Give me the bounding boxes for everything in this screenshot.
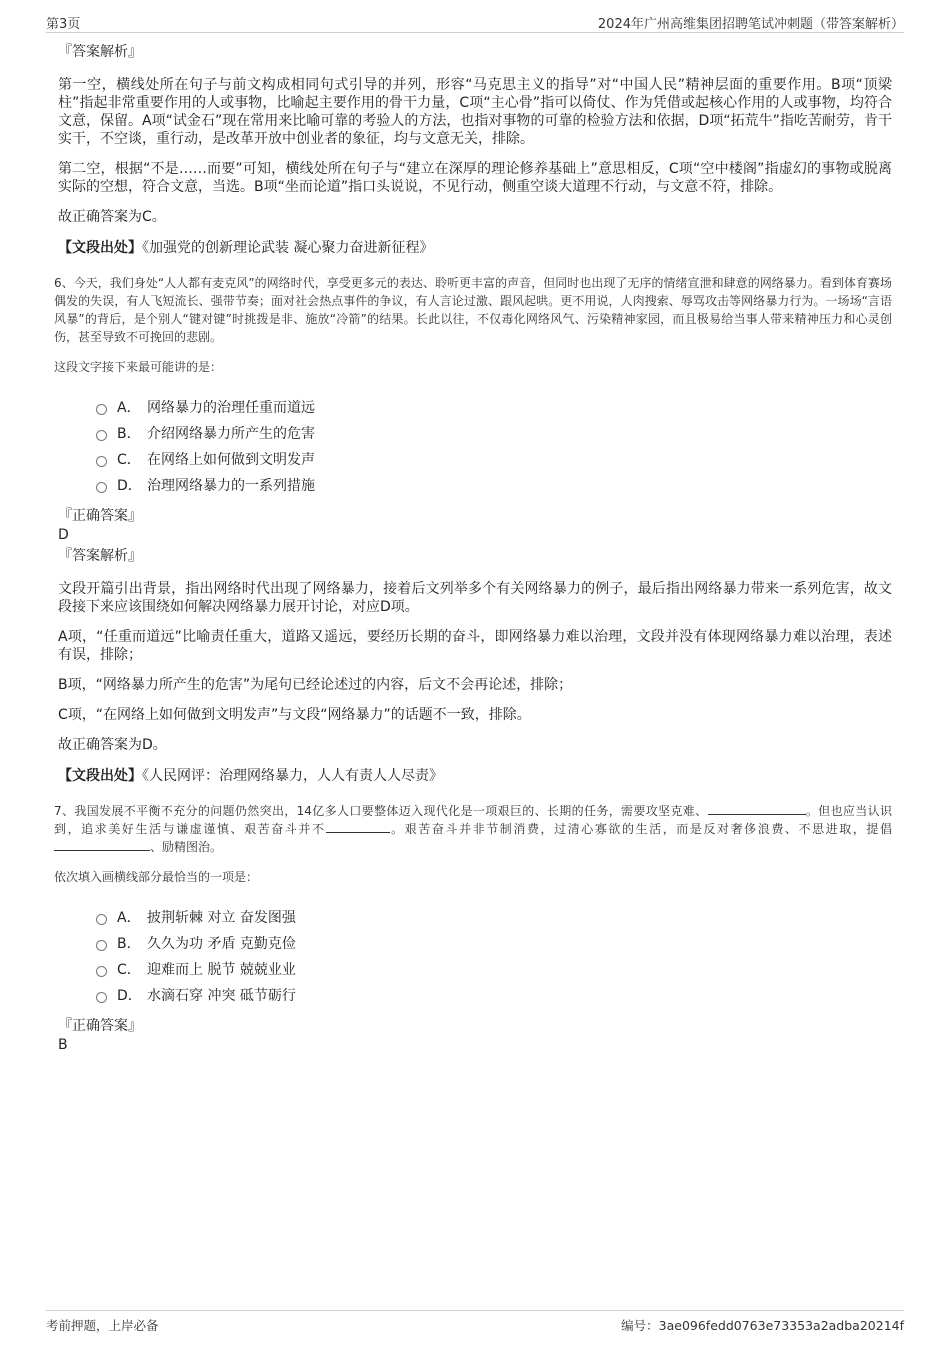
q7-option-b[interactable]	[96, 930, 892, 956]
option-text: 久久为功 矛盾 克勤克俭	[147, 936, 296, 952]
q6-source-text: 《人民网评：治理网络暴力，人人有责人人尽责》	[142, 768, 443, 784]
option-letter: D．	[117, 478, 142, 494]
radio-icon[interactable]	[96, 430, 107, 441]
q7-question-part: 、励精图治。	[150, 840, 223, 854]
q7-question-part: 。但也应当认识到，追求美好生活与谦虚谨慎、艰苦奋斗并不	[54, 804, 892, 836]
q6-answer: D	[58, 527, 69, 543]
option-letter: D．	[117, 988, 142, 1004]
option-letter: B．	[117, 426, 141, 442]
q6-prompt: 这段文字接下来最可能讲的是：	[54, 360, 223, 374]
radio-icon[interactable]	[96, 404, 107, 415]
q7-answer: B	[58, 1037, 68, 1053]
fill-blank	[326, 820, 390, 833]
q5-analysis-paragraph: 第二空，根据“不是……而要”可知，横线处所在句子与“建立在深厚的理论修养基础上”意思相反，C项“空中楼阁”指虚幻的事物或脱离实际的空想，符合文意，当选。B项“坐而论道”指口头说说，不见行动，侧重空谈大道理不行动，与文意不符，排除。	[58, 161, 892, 195]
radio-icon[interactable]	[96, 914, 107, 925]
option-text: 披荆斩棘 对立 奋发图强	[147, 910, 296, 926]
q6-analysis-label: 『答案解析』	[58, 548, 142, 564]
q5-conclusion: 故正确答案为C。	[58, 209, 166, 225]
option-text: 在网络上如何做到文明发声	[147, 452, 315, 468]
q6-option-b[interactable]	[96, 420, 892, 446]
option-text: 治理网络暴力的一系列措施	[147, 478, 315, 494]
q7-prompt: 依次填入画横线部分最恰当的一项是：	[54, 870, 259, 884]
option-letter: A．	[117, 400, 141, 416]
q6-options	[96, 394, 892, 498]
radio-icon[interactable]	[96, 966, 107, 977]
q5-analysis-label: 『答案解析』	[58, 44, 142, 60]
q6-option-a[interactable]	[96, 394, 892, 420]
option-letter: C．	[117, 962, 141, 978]
q7-question-part: 7、我国发展不平衡不充分的问题仍然突出，14亿多人口要整体迈入现代化是一项艰巨的、长期的任务，需要攻坚克难、	[54, 804, 708, 818]
page-content	[56, 42, 892, 1056]
q6-analysis-paragraph: 文段开篇引出背景，指出网络时代出现了网络暴力，接着后文列举多个有关网络暴力的例子，最后指出网络暴力带来一系列危害，故文段接下来应该围绕如何解决网络暴力展开讨论，对应D项。	[58, 581, 892, 615]
q6-analysis-paragraph: A项，“任重而道远”比喻责任重大，道路又遥远，要经历长期的奋斗，即网络暴力难以治理，文段并没有体现网络暴力难以治理，表述有误，排除；	[58, 629, 892, 663]
radio-icon[interactable]	[96, 940, 107, 951]
q6-source-label: 【文段出处】	[58, 768, 142, 784]
q5-source-label: 【文段出处】	[58, 240, 142, 256]
q6-analysis-paragraph: B项，“网络暴力所产生的危害”为尾句已经论述过的内容，后文不会再论述，排除；	[58, 677, 573, 693]
q6-question-text: 6、今天，我们身处“人人都有麦克风”的网络时代，享受更多元的表达、聆听更丰富的声音，但同时也出现了无序的情绪宣泄和肆意的网络暴力。看到体育赛场偶发的失误，有人飞短流长、强带节奏；面对社会热点事件的争议，有人言论过激、跟风起哄。更不用说，人肉搜索、辱骂攻击等网络暴力行为。一场场“言语风暴”的背后，是个别人“键对键”时挑拨是非、施放“冷箭”的结果。长此以往，不仅毒化网络风气、污染精神家园，而且极易给当事人带来精神压力和心灵创伤，甚至导致不可挽回的悲剧。	[54, 276, 892, 344]
radio-icon[interactable]	[96, 456, 107, 467]
document-code: 编号：3ae096fedd0763e73353a2adba20214f	[621, 1318, 904, 1333]
q7-answer-label: 『正确答案』	[58, 1018, 142, 1034]
page-header	[46, 12, 904, 33]
q5-source-text: 《加强党的创新理论武装 凝心聚力奋进新征程》	[142, 240, 434, 256]
radio-icon[interactable]	[96, 992, 107, 1003]
q6-answer-label: 『正确答案』	[58, 508, 142, 524]
q7-options	[96, 904, 892, 1008]
radio-icon[interactable]	[96, 482, 107, 493]
page-footer	[46, 1310, 904, 1333]
q6-analysis-paragraph: C项，“在网络上如何做到文明发声”与文段“网络暴力”的话题不一致，排除。	[58, 707, 531, 723]
option-letter: A．	[117, 910, 141, 926]
q7-question-part: 。艰苦奋斗并非节制消费，过清心寡欲的生活，而是反对奢侈浪费、不思进取，提倡	[389, 822, 892, 836]
option-text: 水滴石穿 冲突 砥节砺行	[147, 988, 296, 1004]
option-text: 介绍网络暴力所产生的危害	[147, 426, 315, 442]
option-letter: C．	[117, 452, 141, 468]
q6-option-d[interactable]	[96, 472, 892, 498]
q6-option-c[interactable]	[96, 446, 892, 472]
option-text: 网络暴力的治理任重而道远	[147, 400, 315, 416]
document-title: 2024年广州高维集团招聘笔试冲刺题（带答案解析）	[597, 17, 904, 32]
option-letter: B．	[117, 936, 141, 952]
q6-conclusion: 故正确答案为D。	[58, 737, 167, 753]
footer-slogan: 考前押题，上岸必备	[46, 1318, 159, 1333]
q7-option-d[interactable]	[96, 982, 892, 1008]
fill-blank	[708, 802, 806, 815]
q5-source	[58, 238, 892, 258]
q7-question-text	[54, 802, 892, 856]
q5-analysis-paragraph: 第一空，横线处所在句子与前文构成相同句式引导的并列，形容“马克思主义的指导”对“中国人民”精神层面的重要作用。B项“顶梁柱”指起非常重要作用的人或事物，比喻起主要作用的骨干力量，C项“主心骨”指可以倚仗、作为凭借或起核心作用的人或事物，均符合文意，保留。A项“试金石”现在常用来比喻可靠的考验人的方法，也指对事物的可靠的检验方法和依据，D项“拓荒牛”指吃苦耐劳，肯干实干，不空谈，重行动，是改革开放中创业者的象征，均与文意无关，排除。	[58, 77, 892, 147]
option-text: 迎难而上 脱节 兢兢业业	[147, 962, 296, 978]
q6-source	[58, 766, 892, 786]
q7-option-c[interactable]	[96, 956, 892, 982]
q7-option-a[interactable]	[96, 904, 892, 930]
page-number: 第3页	[46, 17, 81, 32]
fill-blank	[54, 838, 150, 851]
